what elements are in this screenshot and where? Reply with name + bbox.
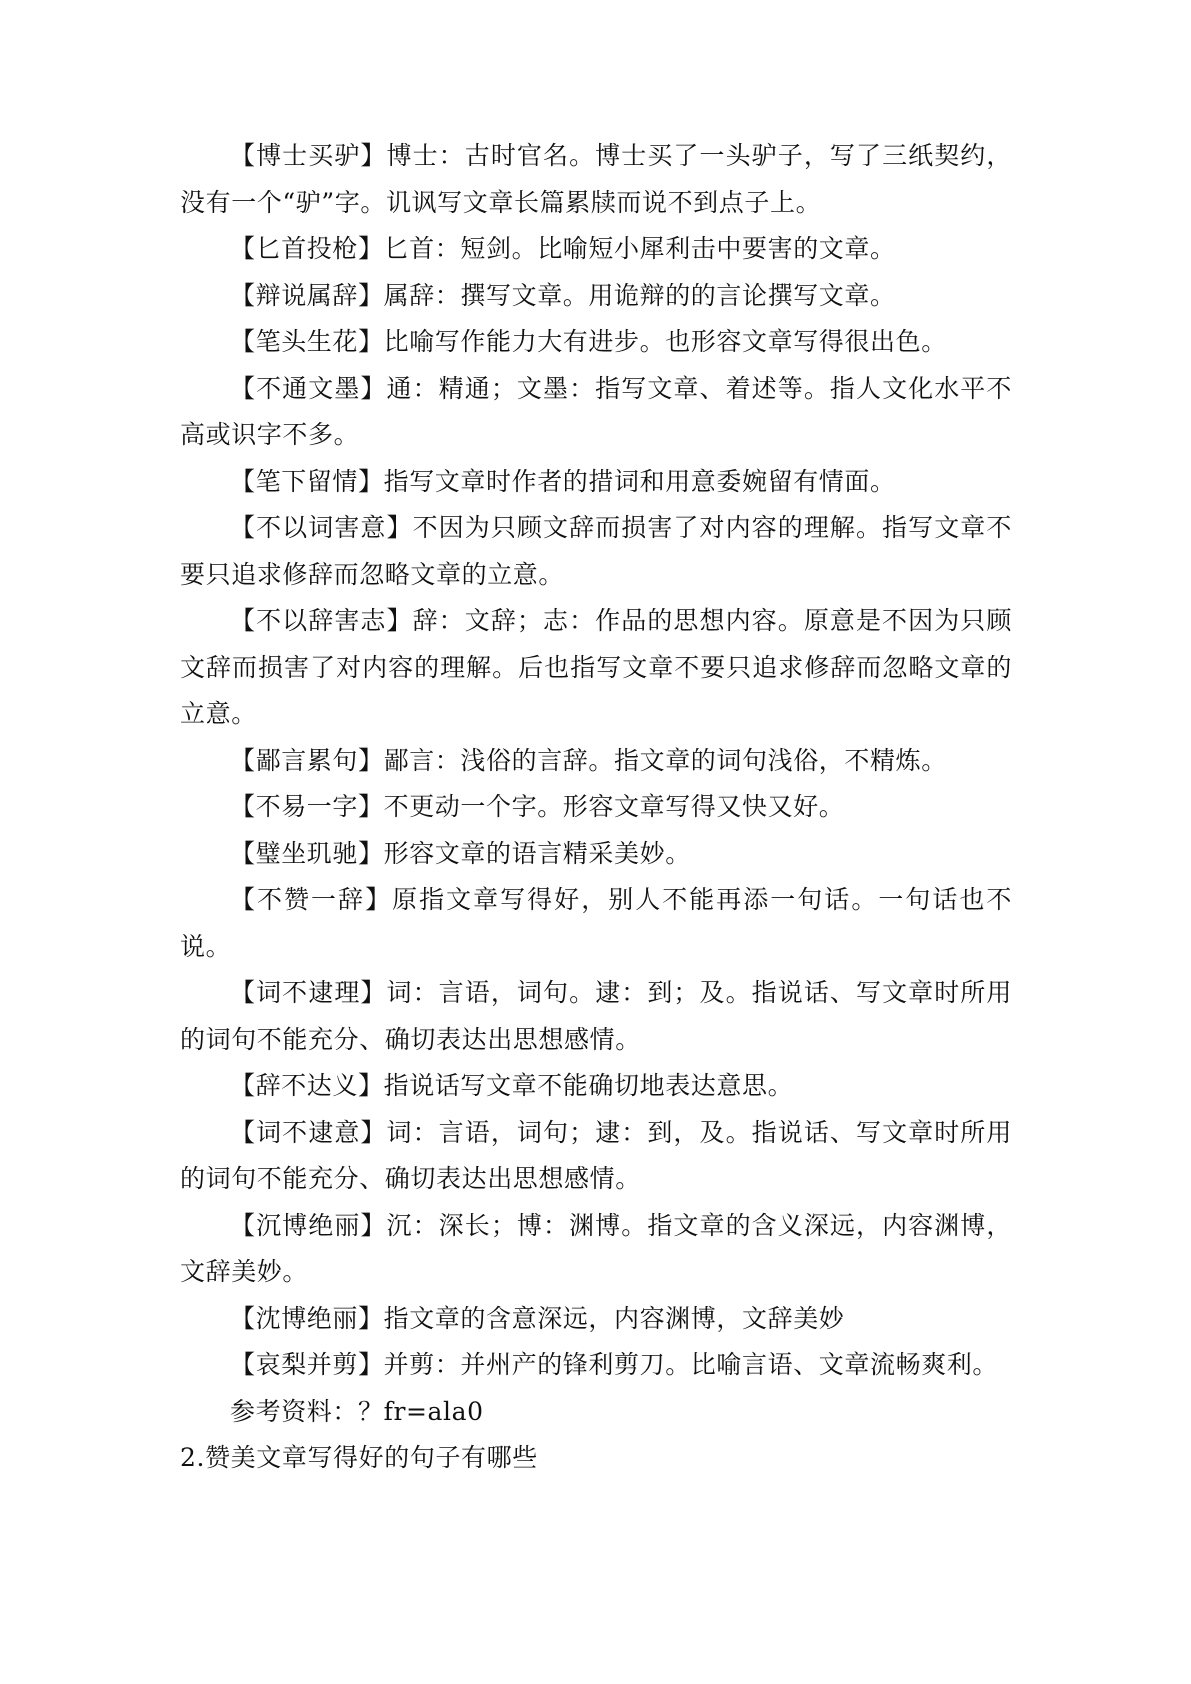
idiom-term: 【哀梨并剪】 bbox=[230, 1350, 384, 1379]
idiom-entry bbox=[180, 1110, 1012, 1203]
idiom-term: 【辞不达义】 bbox=[230, 1071, 384, 1100]
idiom-definition: 匕首：短剑。比喻短小犀利击中要害的文章。 bbox=[383, 234, 896, 263]
idiom-entry bbox=[180, 366, 1012, 459]
idiom-term: 【不通文墨】 bbox=[230, 373, 387, 403]
idiom-definition: 词：言语，词句。逮：到；及。指说话、写文章时所用的词句不能充分、确切表达出思想感情。 bbox=[180, 978, 1012, 1054]
idiom-term: 【词不逮意】 bbox=[230, 1117, 387, 1147]
idiom-entry bbox=[180, 831, 1012, 878]
idiom-term: 【不赞一辞】 bbox=[230, 885, 393, 914]
idiom-definition: 通：精通；文墨：指写文章、着述等。指人文化水平不高或识字不多。 bbox=[180, 373, 1012, 449]
idiom-entry bbox=[180, 133, 1012, 226]
idiom-definition: 指说话写文章不能确切地表达意思。 bbox=[383, 1071, 794, 1100]
idiom-entry bbox=[180, 273, 1012, 320]
idiom-entry bbox=[180, 1342, 1012, 1389]
idiom-term: 【辩说属辞】 bbox=[230, 280, 384, 310]
idiom-definition: 词：言语，词句；逮：到，及。指说话、写文章时所用的词句不能充分、确切表达出思想感情。 bbox=[180, 1117, 1012, 1193]
idiom-entry bbox=[180, 505, 1012, 598]
idiom-entry bbox=[180, 1203, 1012, 1296]
idiom-definition: 比喻写作能力大有进步。也形容文章写得很出色。 bbox=[383, 327, 947, 356]
idiom-term: 【笔头生花】 bbox=[230, 327, 384, 356]
section-heading: 2.赞美文章写得好的句子有哪些 bbox=[180, 1443, 538, 1472]
idiom-definition: 形容文章的语言精采美妙。 bbox=[383, 838, 691, 868]
idiom-term: 【不以词害意】 bbox=[230, 513, 413, 542]
idiom-entry bbox=[180, 319, 1012, 366]
idiom-entry bbox=[180, 459, 1012, 506]
idiom-list bbox=[180, 133, 1012, 1389]
idiom-definition: 属辞：撰写文章。用诡辩的的言论撰写文章。 bbox=[383, 280, 896, 310]
idiom-entry bbox=[180, 598, 1012, 738]
document-page bbox=[180, 133, 1012, 1482]
idiom-definition: 沉：深长；博：渊博。指文章的含义深远，内容渊博，文辞美妙。 bbox=[180, 1210, 1012, 1286]
idiom-entry bbox=[180, 738, 1012, 785]
idiom-term: 【沈博绝丽】 bbox=[230, 1303, 384, 1333]
idiom-term: 【不易一字】 bbox=[230, 792, 384, 821]
idiom-term: 【词不逮理】 bbox=[230, 978, 387, 1007]
idiom-definition: 辞：文辞；志：作品的思想内容。原意是不因为只顾文辞而损害了对内容的理解。后也指写文章不要只追求修辞而忽略文章的立意。 bbox=[180, 606, 1012, 728]
idiom-entry bbox=[180, 877, 1012, 970]
idiom-entry bbox=[180, 1296, 1012, 1343]
idiom-entry bbox=[180, 1063, 1012, 1110]
idiom-definition: 指文章的含意深远，内容渊博，文辞美妙 bbox=[383, 1303, 845, 1333]
idiom-definition: 不因为只顾文辞而损害了对内容的理解。指写文章不要只追求修辞而忽略文章的立意。 bbox=[180, 513, 1012, 589]
idiom-definition: 原指文章写得好，别人不能再添一句话。一句话也不说。 bbox=[180, 885, 1012, 961]
idiom-definition: 博士：古时官名。博士买了一头驴子，写了三纸契约，没有一个“驴”字。讥讽写文章长篇累牍而说不到点子上。 bbox=[180, 141, 1012, 217]
idiom-term: 【匕首投枪】 bbox=[230, 234, 384, 263]
idiom-term: 【璧坐玑驰】 bbox=[230, 838, 384, 868]
idiom-term: 【笔下留情】 bbox=[230, 466, 384, 496]
idiom-term: 【沉博绝丽】 bbox=[230, 1210, 387, 1240]
idiom-entry bbox=[180, 784, 1012, 831]
reference-note: 参考资料：？fr=ala0 bbox=[230, 1396, 484, 1426]
idiom-definition: 并剪：并州产的锋利剪刀。比喻言语、文章流畅爽利。 bbox=[383, 1350, 999, 1379]
idiom-definition: 鄙言：浅俗的言辞。指文章的词句浅俗，不精炼。 bbox=[383, 745, 947, 775]
idiom-term: 【不以辞害志】 bbox=[230, 606, 413, 635]
idiom-definition: 不更动一个字。形容文章写得又快又好。 bbox=[383, 792, 845, 821]
idiom-definition: 指写文章时作者的措词和用意委婉留有情面。 bbox=[383, 466, 896, 496]
idiom-term: 【鄙言累句】 bbox=[230, 745, 384, 775]
idiom-term: 【博士买驴】 bbox=[230, 141, 387, 170]
idiom-entry bbox=[180, 226, 1012, 273]
idiom-entry bbox=[180, 970, 1012, 1063]
